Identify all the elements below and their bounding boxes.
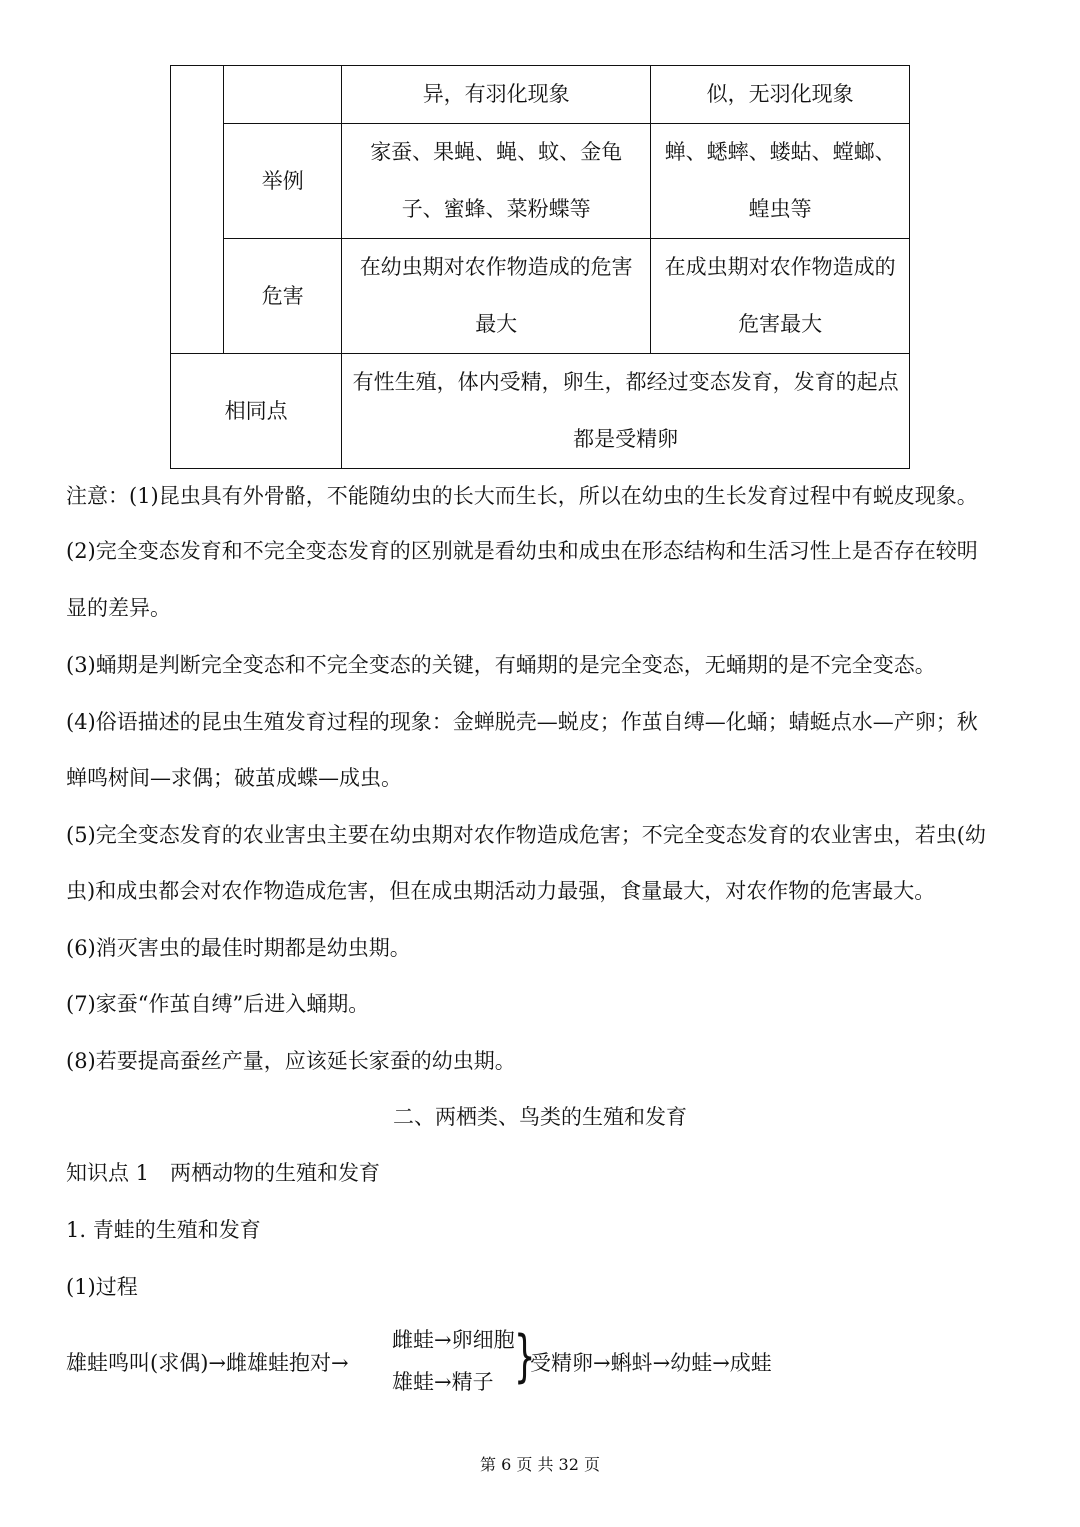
comparison-table — [170, 65, 910, 469]
note-line: 注意：(1)昆虫具有外骨骼，不能随幼虫的长大而生长，所以在幼虫的生长发育过程中有蜕皮现象。 — [66, 484, 978, 508]
process-label: (1)过程 — [66, 1275, 138, 1299]
section-title: 二、两栖类、鸟类的生殖和发育 — [393, 1105, 687, 1129]
table-cell: 家蚕、果蝇、蝇、蚊、金龟子、蜜蜂、菜粉蝶等 — [342, 124, 651, 239]
table-cell: 似，无羽化现象 — [651, 66, 910, 124]
note-line: (8)若要提高蚕丝产量，应该延长家蚕的幼虫期。 — [66, 1049, 516, 1073]
table-cell: 在幼虫期对农作物造成的危害最大 — [342, 239, 651, 354]
flow-female: 雌蛙→卵细胞 — [392, 1328, 515, 1352]
flow-start: 雄蛙鸣叫(求偶)→雌雄蛙抱对→ — [66, 1351, 349, 1375]
note-line: (2)完全变态发育和不完全变态发育的区别就是看幼虫和成虫在形态结构和生活习性上是否存在较明 — [66, 539, 978, 563]
knowledge-point-heading: 知识点 1 两栖动物的生殖和发育 — [66, 1161, 381, 1185]
note-line: (5)完全变态发育的农业害虫主要在幼虫期对农作物造成危害；不完全变态发育的农业害虫，若虫(幼 — [66, 823, 986, 847]
table-cell: 在成虫期对农作物造成的危害最大 — [651, 239, 910, 354]
note-line: (3)蛹期是判断完全变态和不完全变态的关键，有蛹期的是完全变态，无蛹期的是不完全变态。 — [66, 653, 936, 677]
note-line: 蝉鸣树间—求偶；破茧成蝶—成虫。 — [66, 766, 402, 790]
table-cell: 异，有羽化现象 — [342, 66, 651, 124]
note-line: (4)俗语描述的昆虫生殖发育过程的现象：金蝉脱壳—蜕皮；作茧自缚—化蛹；蜻蜓点水—产卵；秋 — [66, 710, 978, 734]
page-footer: 第 6 页 共 32 页 — [480, 1455, 600, 1474]
note-line: (7)家蚕“作茧自缚”后进入蛹期。 — [66, 992, 370, 1016]
table-row-label: 举例 — [224, 124, 342, 239]
flow-male: 雄蛙→精子 — [392, 1370, 494, 1394]
table-row-label: 危害 — [224, 239, 342, 354]
table-cell: 蝉、蟋蟀、蝼蛄、螳螂、蝗虫等 — [651, 124, 910, 239]
frog-development-flow — [66, 1320, 966, 1400]
table-cell — [224, 66, 342, 124]
note-line: 显的差异。 — [66, 596, 171, 620]
note-line: 虫)和成虫都会对农作物造成危害，但在成虫期活动力最强，食量最大，对农作物的危害最大。 — [66, 879, 936, 903]
subheading: 1. 青蛙的生殖和发育 — [66, 1218, 261, 1242]
table-row — [171, 354, 910, 469]
table-row — [171, 124, 910, 239]
table-row — [171, 239, 910, 354]
brace-symbol: } — [514, 1324, 536, 1389]
table-cell — [171, 66, 224, 354]
table-row-label: 相同点 — [171, 354, 342, 469]
flow-end: 受精卵→蝌蚪→幼蛙→成蛙 — [530, 1351, 772, 1375]
table-cell: 有性生殖，体内受精，卵生，都经过变态发育，发育的起点都是受精卵 — [342, 354, 910, 469]
note-line: (6)消灭害虫的最佳时期都是幼虫期。 — [66, 936, 411, 960]
table-row — [171, 66, 910, 124]
